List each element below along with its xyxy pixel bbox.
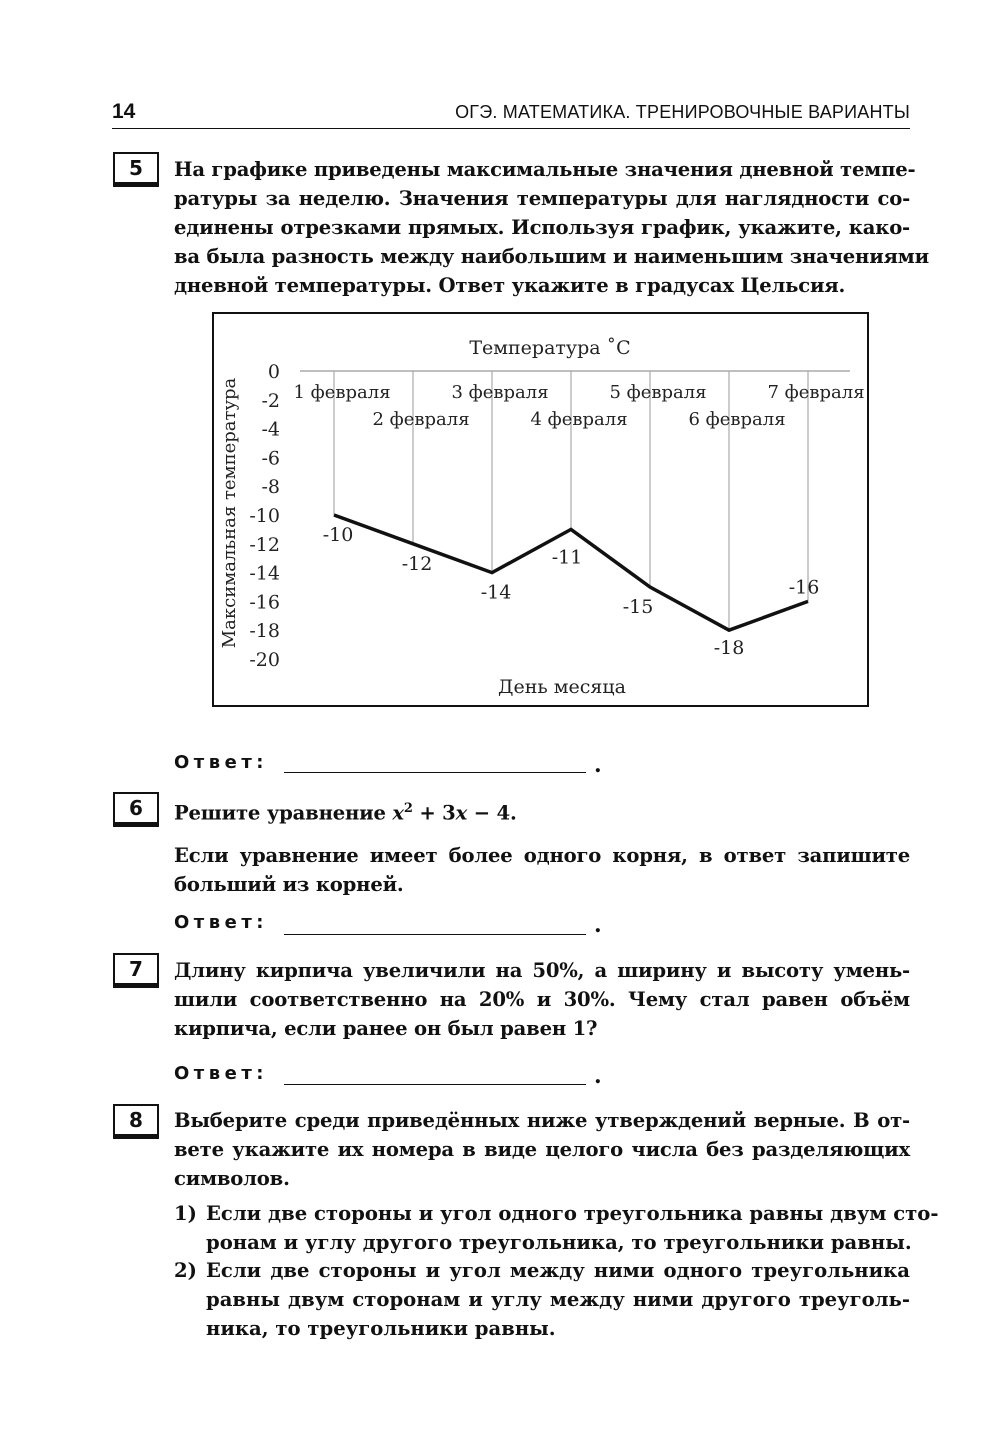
running-title: ОГЭ. МАТЕМАТИКА. ТРЕНИРОВОЧНЫЕ ВАРИАНТЫ — [455, 102, 910, 122]
data-point-label: -12 — [401, 552, 433, 575]
task-6-line: Если уравнение имеет более одного корня, в ответ запишите — [174, 844, 910, 867]
task-7-answer-field[interactable] — [284, 1084, 586, 1085]
x-category-label: 4 февраля — [530, 409, 628, 430]
y-tick-label: -18 — [249, 620, 280, 643]
y-tick-label: -20 — [249, 649, 280, 671]
task-5-line: дневной температуры. Ответ укажите в градусах Цельсия. — [174, 274, 846, 297]
x-category-label: 7 февраля — [767, 382, 865, 403]
data-point-label: -11 — [551, 546, 583, 569]
task-7-text — [174, 956, 910, 1043]
task-6-number-box: 6 — [113, 792, 159, 824]
task-5-number-box: 5 — [113, 152, 159, 184]
task-7-number-box: 7 — [113, 953, 159, 985]
header-rule — [112, 128, 910, 129]
x-category-label: 2 февраля — [372, 409, 470, 430]
y-tick-label: -14 — [249, 562, 280, 585]
task-6-intro: Решите уравнение — [174, 801, 386, 825]
task-7-line: кирпича, если ранее он был равен 1? — [174, 1017, 598, 1040]
statement-line: ронам и углу другого треугольника, то треугольники равны. — [206, 1231, 912, 1254]
task-5-answer-field[interactable] — [284, 772, 586, 773]
task-6-equation-line — [174, 794, 910, 828]
task-6-answer-end: . — [594, 912, 602, 938]
data-point-label: -15 — [622, 596, 654, 618]
x-category-label: 5 февраля — [609, 382, 707, 403]
chart-svg — [214, 314, 867, 705]
statement-number: 1) — [174, 1202, 197, 1225]
y-tick-label: -2 — [261, 389, 280, 412]
y-tick-label: -12 — [249, 533, 280, 556]
task-5-answer-end: . — [594, 752, 602, 778]
page-number: 14 — [112, 100, 136, 123]
y-tick-label: -16 — [249, 591, 280, 614]
x-category-label: 3 февраля — [451, 382, 549, 403]
task-6-eq-part: − 4. — [467, 801, 517, 825]
task-7-answer-label: Ответ: — [174, 1063, 268, 1084]
statement-line: Если две стороны и угол одного треугольника равны двум сто- — [206, 1202, 939, 1225]
chart-x-axis-label: День месяца — [498, 676, 626, 698]
task-5-line: На графике приведены максимальные значения дневной темпе- — [174, 158, 916, 181]
task-6-var-x: x — [392, 801, 404, 825]
task-6-eq-part: + 3 — [412, 801, 456, 825]
statement-line: Если две стороны и угол между ними одного треугольника — [206, 1259, 910, 1282]
statement-line: ника, то треугольники равны. — [206, 1317, 556, 1340]
task-8-number-box: 8 — [113, 1104, 159, 1136]
data-point-label: -10 — [322, 524, 354, 546]
task-6-line: больший из корней. — [174, 873, 404, 896]
y-tick-label: -10 — [249, 505, 280, 527]
y-tick-label: 0 — [267, 361, 280, 383]
y-tick-label: -6 — [261, 447, 280, 470]
y-tick-label: -4 — [261, 418, 280, 441]
task-6-var-x2: x — [455, 801, 468, 825]
task-6-text — [174, 841, 910, 899]
task-5-line: единены отрезками прямых. Используя график, укажите, како- — [174, 216, 910, 239]
task-6-answer-label: Ответ: — [174, 912, 268, 933]
x-category-label: 6 февраля — [688, 409, 786, 430]
data-point-label: -14 — [480, 581, 512, 604]
task-6-answer-field[interactable] — [284, 934, 586, 935]
task-5-text — [174, 155, 929, 300]
task-5-answer-label: Ответ: — [174, 752, 268, 773]
task-8-line: вете укажите их номера в виде целого числа без разделяющих — [174, 1138, 910, 1161]
data-point-label: -18 — [713, 637, 745, 660]
task-7-line: шили соответственно на 20% и 30%. Чему стал равен объём — [174, 988, 910, 1011]
task-6-exponent: 2 — [403, 801, 413, 816]
data-point-label: -16 — [788, 576, 820, 599]
chart-title: Температура ˚С — [469, 337, 631, 359]
y-tick-label: -8 — [261, 476, 280, 499]
task-8-line: символов. — [174, 1167, 290, 1190]
x-category-label: 1 февраля — [293, 382, 391, 403]
statement-number: 2) — [174, 1259, 197, 1282]
temperature-chart — [212, 312, 869, 707]
chart-y-axis-label: Максимальная температура — [219, 377, 240, 649]
task-8-line: Выберите среди приведённых ниже утверждений верные. В от- — [174, 1109, 910, 1132]
task-8-text — [174, 1106, 910, 1193]
task-5-line: ратуры за неделю. Значения температуры для наглядности со- — [174, 187, 910, 210]
task-7-answer-end: . — [594, 1063, 602, 1089]
task-5-line: ва была разность между наибольшим и наименьшим значениями — [174, 245, 929, 268]
task-7-line: Длину кирпича увеличили на 50%, а ширину и высоту умень- — [174, 959, 910, 982]
statement-line: равны двум сторонам и углу между ними другого треуголь- — [206, 1288, 910, 1311]
